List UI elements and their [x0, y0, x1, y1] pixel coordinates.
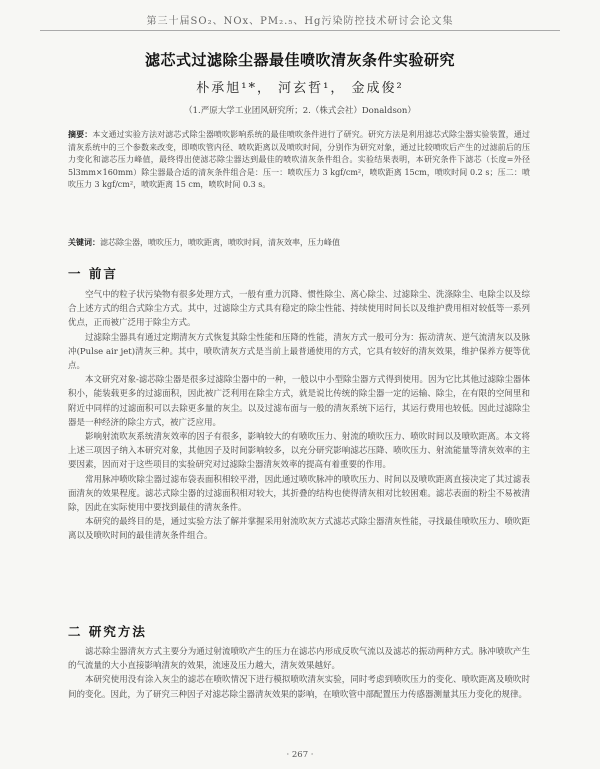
keywords-label: 关键词： — [68, 237, 100, 247]
paragraph: 滤芯除尘器清灰方式主要分为通过射流喷吹产生的压力在滤芯内形成反吹气流以及滤芯的振动两种方式。脉冲喷吹产生的气流量的大小直接影响清灰的效果，流速及压力越大，清灰效果越好。 — [68, 647, 530, 672]
paragraph: 本研究的最终目的是，通过实验方法了解并掌握采用射流吹灰方式滤芯式除尘器清灰性能，寻找最佳喷吹压力、喷吹距离以及喷吹时间的最佳清灰条件组合。 — [68, 517, 530, 542]
paragraph: 过滤除尘器具有通过定期清灰方式恢复其除尘性能和压降的性能，清灰方式一般可分为：振动清灰、逆气流清灰以及脉冲(Pulse air jet)清灰三种。其中，喷吹清灰方式是当前上最普通使用的方式，它具有较好的清灰效果，维护保养方便等优点。 — [68, 332, 530, 372]
abstract — [68, 128, 530, 192]
section-heading-methods: 二 研究方法 — [68, 624, 147, 639]
paper-title: 滤芯式过滤除尘器最佳喷吹清灰条件实验研究 — [144, 51, 455, 69]
paragraph: 常用脉冲喷吹除尘器过滤布袋表面积相较平滑，因此通过喷吹脉冲的喷吹压力、时间以及喷吹距离直接决定了其过滤表面清灰的效果程度。滤芯式除尘器的过滤面积相对较大，其折叠的结构也使得清灰相对比较困难。滤芯表面的粉尘不易被清除，因此在实际使用中要找到最佳的清灰条件。 — [68, 474, 530, 514]
introduction-body — [68, 288, 530, 544]
paragraph: 影响射流吹灰系统清灰效率的因子有很多，影响较大的有喷吹压力、射流的喷吹压力、喷吹时间以及喷吹距离。本文将上述三项因子纳入本研究对象，其他因子及时间影响较多，以充分研究影响滤芯压降、喷吹压力、射流能量等清灰效率的主要因素，因而对于这些项目的实验研究对过滤除尘器清灰效率的提高有着重要的作用。 — [68, 432, 530, 471]
header-divider — [40, 30, 560, 31]
running-header: 第三十届SO₂、NOx、PM₂.₅、Hg污染防控技术研讨会论文集 — [146, 16, 454, 27]
paragraph: 本文研究对象-滤芯除尘器是很多过滤除尘器中的一种，一般以中小型除尘器方式得到使用。因为它比其他过滤除尘器体积小，能装载更多的过滤面积，因此被广泛利用在除尘方式，就是说比传统的除尘器一定的运输、除尘，在有限的空间里和附近中同样的过滤面积可以去除更多量的灰尘。以及过滤布面与一般的清灰系统下运行，其运行费用也较低。因此过滤除尘器是一种经济的除尘方式，被广泛应用。 — [68, 375, 530, 428]
page-number: · 267 · — [286, 750, 314, 760]
keywords-text: 滤芯除尘器，喷吹压力，喷吹距离，喷吹时间，清灰效率，压力峰值 — [100, 238, 340, 247]
abstract-label: 摘要： — [68, 129, 93, 139]
paper-affiliation: （1.严原大学工业团风研究所；2.（株式会社）Donaldson） — [184, 106, 416, 116]
paragraph: 空气中的粒子状污染物有很多处理方式，一般有重力沉降、惯性除尘、离心除尘、过滤除尘、洗涤除尘、电除尘以及综合上述方式的组合式除尘方式。其中，过滤除尘方式具有稳定的除尘性能、持续使用时间长以及维护费用相对较低等一系列优点，正而被广泛用于除尘方式。 — [68, 290, 530, 329]
section-heading-introduction: 一 前言 — [68, 266, 118, 281]
paper-authors: 朴承旭¹*， 河玄哲¹， 金成俊² — [196, 81, 404, 96]
keywords — [68, 236, 530, 249]
abstract-text: 本文通过实验方法对滤芯式除尘器喷吹影响系统的最佳喷吹条件进行了研究。研究方法是利用滤芯式除尘器实验装置，通过清灰系统中的三个参数来改变，即喷吹管内径、喷吹距离以及喷吹时间，分别作为研究对象，通过比较喷吹后产生的过滤前后的压力变化和滤芯压力峰值，最终得出使滤芯除尘器达到最佳的喷吹清灰条件组合。实验结果表明，本研究条件下滤芯（长度=外径 5l3mm×160mm）除尘器最合适的清灰条件组合是：压一：喷吹压力 3 kgf/cm²，喷吹距离 15cm，喷吹时间 0.2 s；压二：喷吹压力 3 kgf/cm²，喷吹距离 15 cm，喷吹时间 0.3 s。 — [68, 130, 531, 189]
methods-body — [68, 645, 530, 702]
paragraph: 本研究使用没有涂入灰尘的滤芯在喷吹情况下进行模拟喷吹清灰实验，同时考虑到喷吹压力的变化、喷吹距离及喷吹时间的变化。因此，为了研究三种因子对滤芯除尘器清灰效果的影响，在喷吹管中部配置压力传感器测量其压力变化的规律。 — [68, 675, 530, 700]
